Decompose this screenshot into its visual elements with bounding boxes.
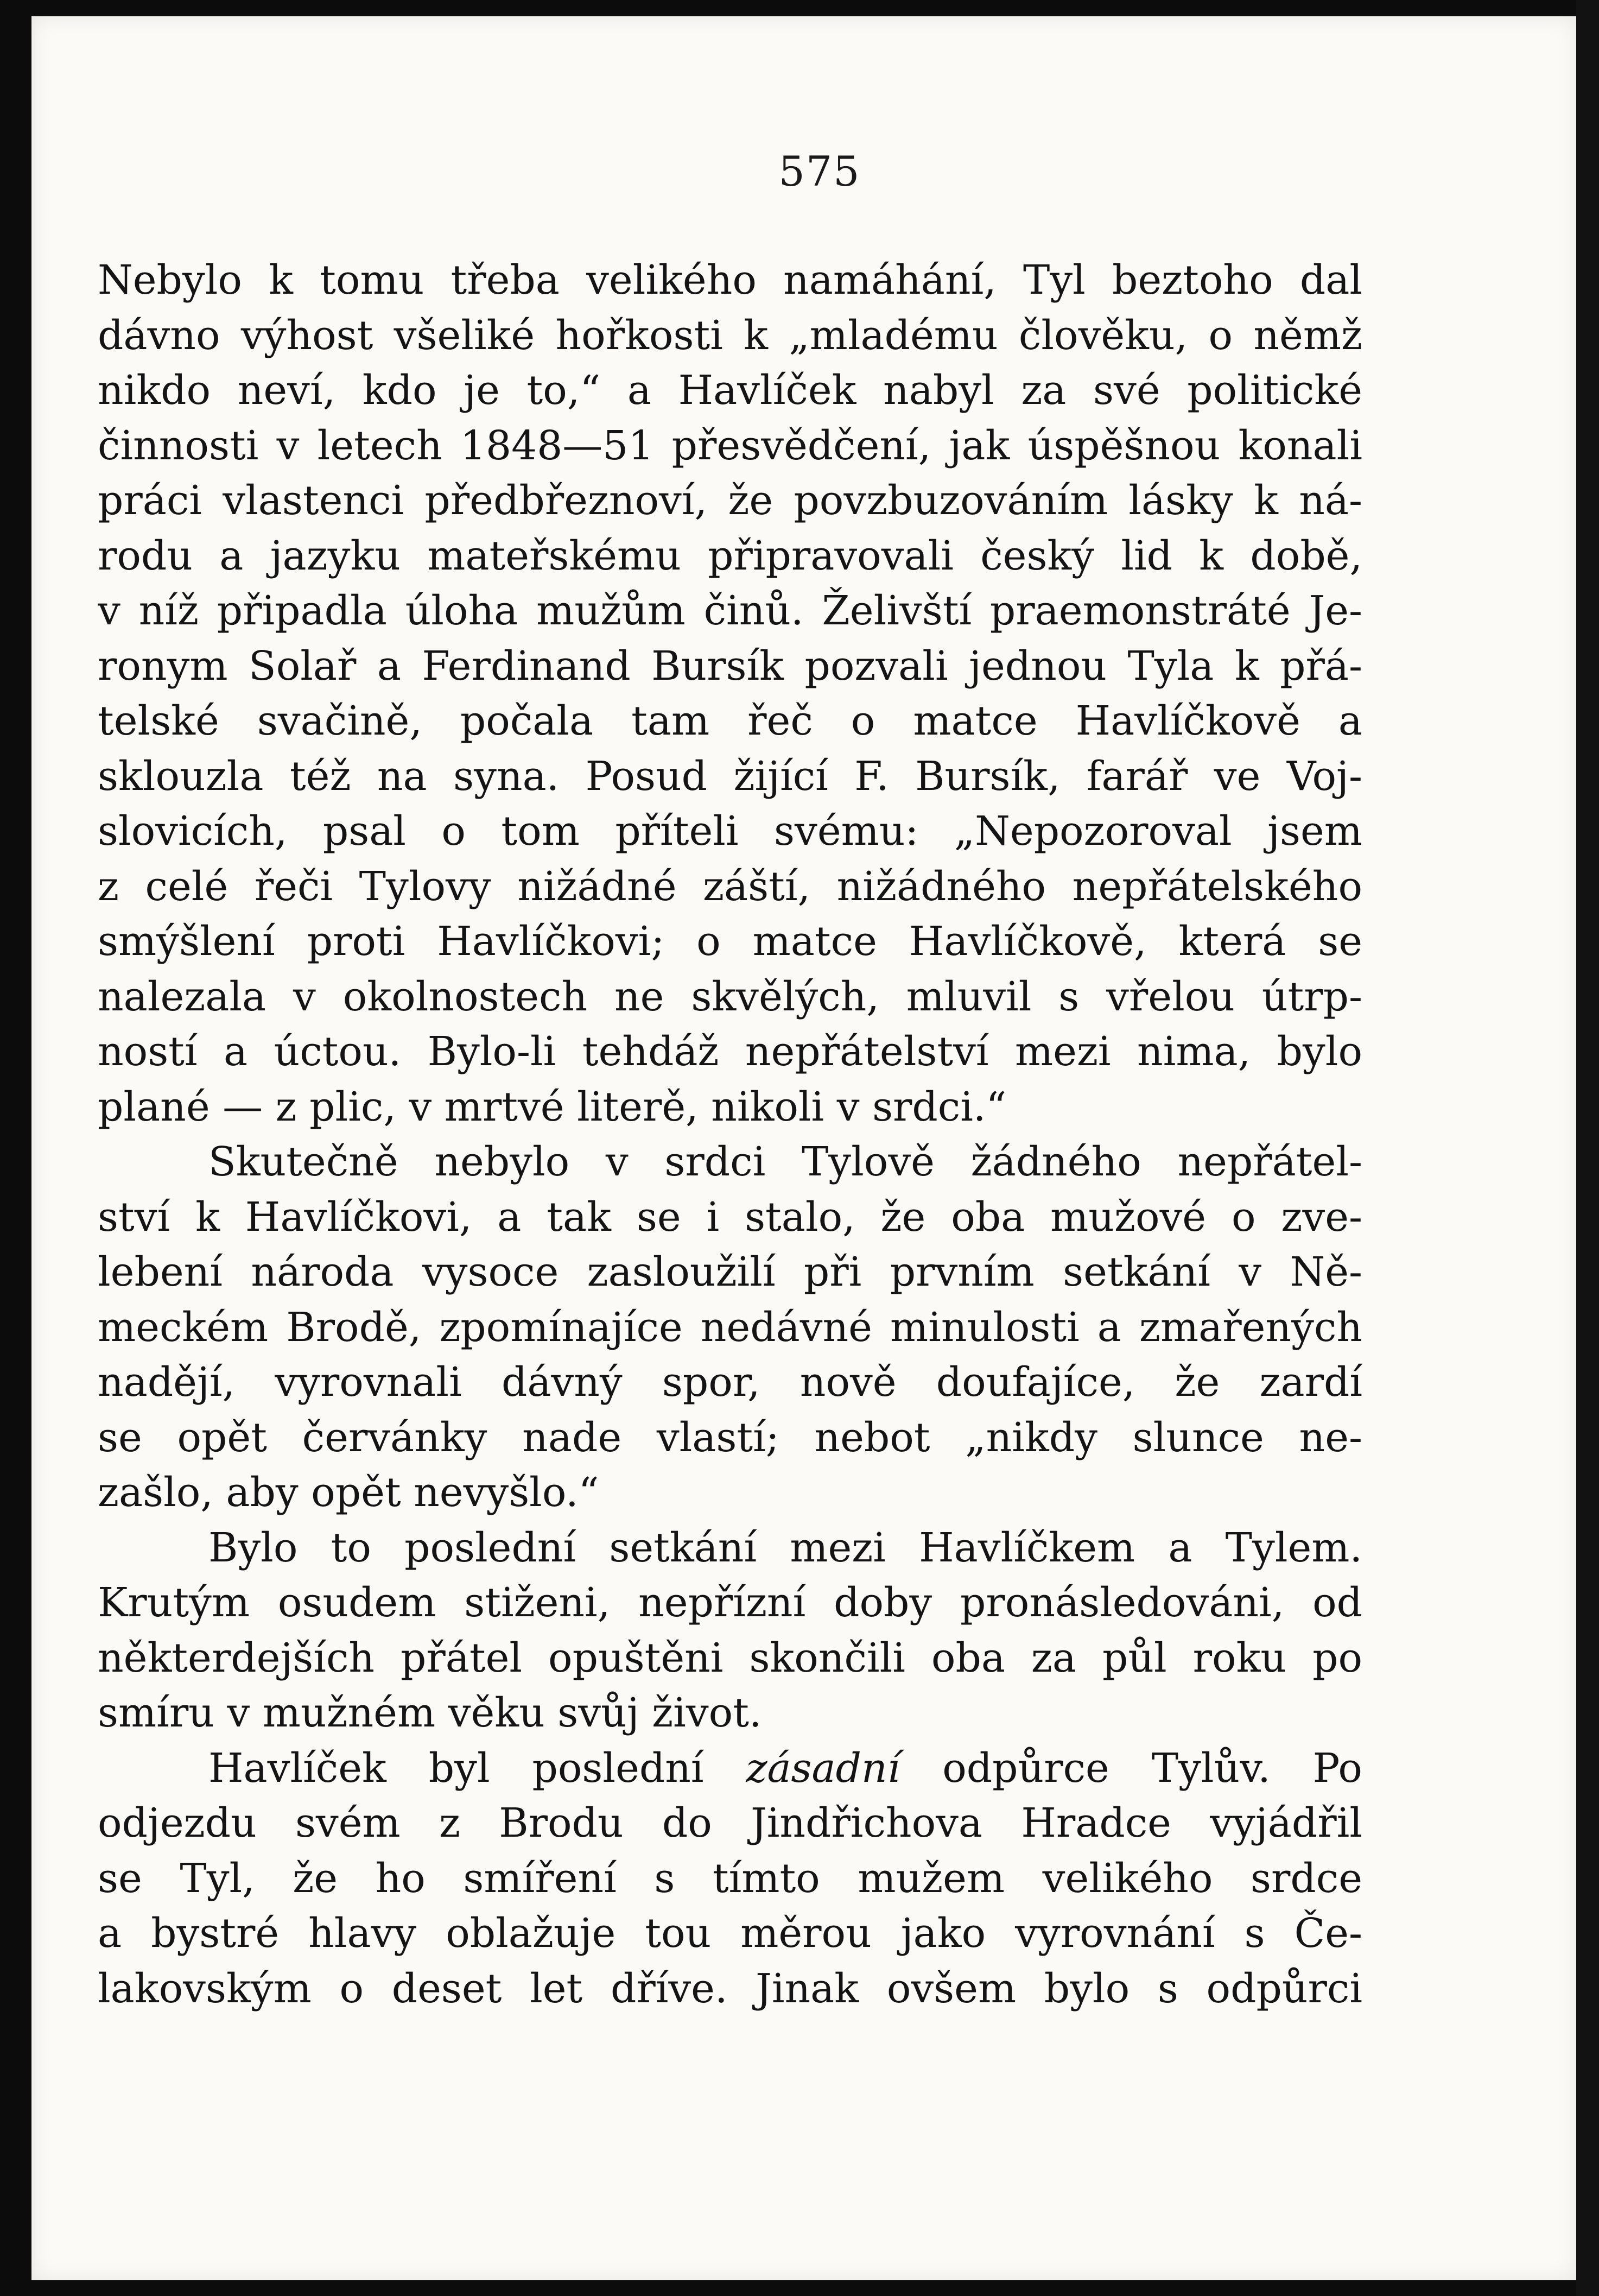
- text-line: činnosti v letech 1848—51 přesvědčení, jak úspěšnou konali: [98, 422, 1362, 469]
- text-line: smýšlení proti Havlíčkovi; o matce Havlíčkově, která se: [98, 918, 1362, 965]
- text-line: se opět červánky nade vlastí; nebot „nikdy slunce ne-: [98, 1414, 1362, 1461]
- text-line: ství k Havlíčkovi, a tak se i stalo, že oba mužové o zve-: [98, 1193, 1362, 1241]
- emphasized-word: zásadní: [746, 1744, 900, 1792]
- page-number: 575: [778, 147, 861, 195]
- text-line: nalezala v okolnostech ne skvělých, mluvil s vřelou útrp-: [98, 973, 1362, 1020]
- body-text: [98, 253, 1362, 2016]
- text-line: ností a úctou. Bylo-li tehdáž nepřátelství mezi nima, bylo: [98, 1028, 1362, 1075]
- text-line: sklouzla též na syna. Posud žijící F. Bursík, farář ve Voj-: [98, 752, 1362, 800]
- text-line: lebení národa vysoce zasloužilí při prvním setkání v Ně-: [98, 1249, 1362, 1295]
- text-line: dávno výhost všeliké hořkosti k „mladému člověku, o němž: [98, 312, 1362, 359]
- text-line: a bystré hlavy oblažuje tou měrou jako vyrovnání s Če-: [98, 1910, 1362, 1957]
- text-line: lakovským o deset let dříve. Jinak ovšem bylo s odpůrci: [98, 1965, 1362, 2012]
- text-line: meckém Brodě, zpomínajíce nedávné minulosti a zmařených: [98, 1304, 1362, 1351]
- text-line: Krutým osudem stiženi, nepřízní doby pronásledováni, od: [98, 1579, 1362, 1626]
- text-line: z celé řeči Tylovy nižádné záští, nižádného nepřátelského: [98, 863, 1362, 910]
- text-line: Nebylo k tomu třeba velikého namáhání, Tyl beztoho dal: [98, 257, 1362, 303]
- text-line: slovicích, psal o tom příteli svému: „Nepozoroval jsem: [98, 808, 1362, 855]
- paragraph-end-line: smíru v mužném věku svůj život.: [98, 1690, 762, 1736]
- paragraph-start-line: [98, 1741, 1362, 1797]
- text-line: práci vlastenci předbřeznoví, že povzbuzováním lásky k ná-: [98, 477, 1362, 524]
- text-line: odjezdu svém z Brodu do Jindřichova Hradce vyjádřil: [98, 1800, 1362, 1846]
- paragraph-start-line: Skutečně nebylo v srdci Tylově žádného nepřátel-: [208, 1138, 1362, 1185]
- text-line: se Tyl, že ho smíření s tímto mužem velikého srdce: [98, 1855, 1362, 1902]
- scan-edge-shadow: [1576, 0, 1599, 2296]
- text-line: nadějí, vyrovnali dávný spor, nově doufajíce, že zardí: [98, 1359, 1362, 1406]
- text-line: nikdo neví, kdo je to,“ a Havlíček nabyl za své politické: [98, 367, 1362, 414]
- text-line: ronym Solař a Ferdinand Bursík pozvali jednou Tyla k přá-: [98, 642, 1362, 690]
- text-line: rodu a jazyku mateřskému připravovali český lid k době,: [98, 532, 1362, 579]
- paragraph-end-line: zašlo, aby opět nevyšlo.“: [98, 1469, 599, 1516]
- paragraph-start-line: Bylo to poslední setkání mezi Havlíčkem a Tylem.: [208, 1524, 1362, 1571]
- text-line: některdejších přátel opuštěni skončili oba za půl roku po: [98, 1634, 1362, 1681]
- text-segment: Havlíček byl poslední: [208, 1744, 746, 1792]
- text-line: v níž připadla úloha mužům činů. Želivští praemonstráté Je-: [98, 587, 1362, 634]
- paragraph-end-line: plané — z plic, v mrtvé literě, nikoli v srdci.“: [98, 1083, 1007, 1130]
- text-segment: odpůrce Tylův. Po: [900, 1744, 1362, 1792]
- text-line: telské svačině, počala tam řeč o matce Havlíčkově a: [98, 698, 1362, 744]
